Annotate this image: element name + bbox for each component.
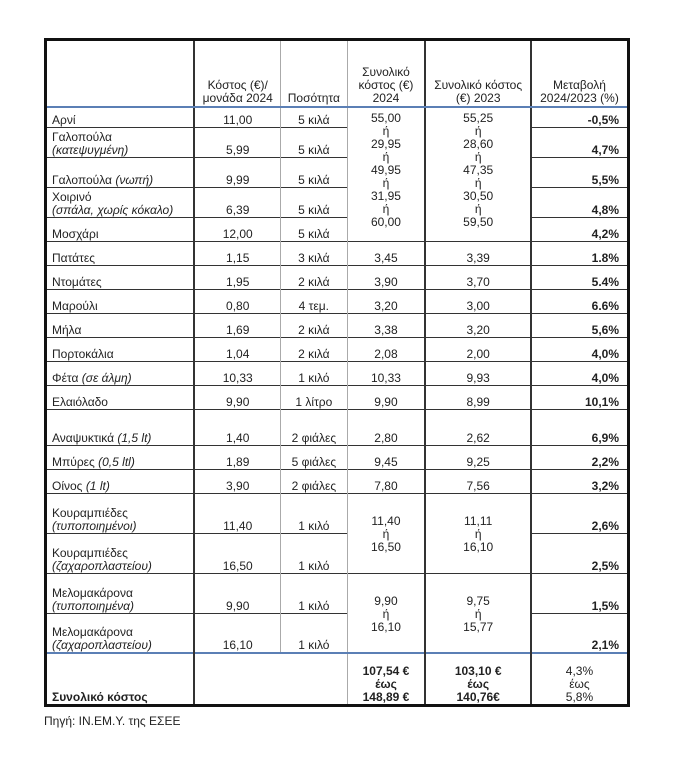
total-2023: 3,20	[425, 313, 531, 337]
change-percent: 2,2%	[531, 445, 629, 469]
table-row	[46, 187, 629, 217]
or-word: ή	[382, 527, 390, 541]
unit-cost: 1,15	[194, 241, 280, 265]
total-2024: 3,45	[347, 241, 425, 265]
table-row	[46, 313, 629, 337]
product-label: Μπύρες	[52, 454, 95, 469]
product-name	[46, 409, 195, 445]
unit-cost: 1,69	[194, 313, 280, 337]
total-row	[46, 653, 629, 706]
product-label: Κουραμπιέδες	[52, 545, 128, 560]
change-percent: 1,5%	[531, 573, 629, 613]
product-label: Ελαιόλαδο	[52, 394, 108, 409]
or-word: ή	[474, 150, 482, 164]
total-2023-value: 55,25	[463, 111, 494, 125]
or-word: ή	[474, 176, 482, 190]
total-2024: 3,20	[347, 289, 425, 313]
range-word: έως	[375, 677, 397, 691]
change-percent: 4,7%	[531, 127, 629, 157]
total-2024	[347, 107, 425, 241]
product-note: (νωπή)	[115, 172, 154, 187]
change-percent: 6,9%	[531, 409, 629, 445]
total-label: Συνολικό κόστος	[46, 653, 195, 706]
total-2023-value: 9,75	[466, 593, 490, 608]
or-word: ή	[474, 606, 482, 621]
total-2024: 10,33	[347, 361, 425, 385]
product-name	[46, 337, 195, 361]
total-2023-value: 11,11	[464, 514, 493, 528]
product-name	[46, 493, 195, 533]
product-note: (τυποποιημένοι)	[52, 518, 137, 533]
unit-cost: 1,04	[194, 337, 280, 361]
product-note: (1,5 lt)	[117, 430, 152, 445]
total-2023-value: 47,35	[463, 163, 494, 177]
product-note: (ζαχαροπλαστείου)	[52, 638, 152, 652]
total-2023	[425, 653, 531, 706]
table-row	[46, 217, 629, 241]
product-name	[46, 469, 195, 493]
total-change	[531, 653, 629, 706]
product-name	[46, 313, 195, 337]
total-2023	[425, 573, 531, 653]
table-row	[46, 337, 629, 361]
unit-cost: 9,99	[194, 157, 280, 187]
table-row	[46, 127, 629, 157]
change-percent: -0,5%	[531, 107, 629, 127]
product-note: (ζαχαροπλαστείου)	[52, 558, 152, 573]
total-2023: 2,62	[425, 409, 531, 445]
quantity: 2 φιάλες	[281, 469, 347, 493]
unit-cost: 9,90	[194, 573, 280, 613]
change-percent: 2,1%	[531, 613, 629, 653]
change-percent: 10,1%	[531, 385, 629, 409]
product-name	[46, 361, 195, 385]
total-2023-to: 140,76€	[456, 690, 500, 704]
quantity: 5 κιλά	[281, 157, 347, 187]
product-name	[46, 289, 195, 313]
total-2023-value: 30,50	[463, 189, 494, 203]
range-word: έως	[467, 677, 490, 691]
product-name	[46, 265, 195, 289]
quantity: 1 κιλό	[281, 573, 347, 613]
total-2023-from: 103,10 €	[454, 664, 502, 678]
total-2023: 8,99	[425, 385, 531, 409]
unit-cost: 16,50	[194, 533, 280, 573]
total-2024-value: 49,95	[370, 163, 401, 177]
or-word: ή	[382, 176, 390, 190]
or-word: ή	[474, 124, 482, 138]
product-name	[46, 157, 195, 187]
total-2024-value: 16,10	[370, 619, 401, 634]
change-percent: 5.4%	[531, 265, 629, 289]
table-row	[46, 409, 629, 445]
product-name	[46, 107, 195, 127]
range-word: έως	[569, 677, 590, 691]
product-label: Οίνος	[52, 478, 83, 493]
product-name	[46, 613, 195, 653]
quantity: 5 κιλά	[281, 127, 347, 157]
quantity: 5 κιλά	[281, 217, 347, 241]
quantity: 1 κιλό	[281, 493, 347, 533]
total-2023: 9,93	[425, 361, 531, 385]
total-2024-value: 55,00	[370, 111, 401, 125]
unit-cost: 11,40	[194, 493, 280, 533]
table-row	[46, 573, 629, 613]
total-2024: 2,80	[347, 409, 425, 445]
product-label: Φέτα	[52, 370, 79, 385]
unit-cost: 0,80	[194, 289, 280, 313]
or-word: ή	[382, 606, 390, 621]
product-name	[46, 445, 195, 469]
table-row	[46, 385, 629, 409]
table-row	[46, 157, 629, 187]
header-unit-cost: Κόστος (€)/ μονάδα 2024	[194, 40, 280, 108]
table-row	[46, 613, 629, 653]
product-label: Μελομακάρονα	[52, 585, 133, 600]
total-2023: 3,00	[425, 289, 531, 313]
quantity: 2 φιάλες	[281, 409, 347, 445]
product-label: Μοσχάρι	[52, 226, 99, 241]
or-word: ή	[382, 124, 390, 138]
total-2024: 9,45	[347, 445, 425, 469]
header-quantity: Ποσότητα	[281, 40, 347, 108]
holiday-basket-cost-table	[44, 38, 630, 707]
table-row	[46, 493, 629, 533]
quantity: 5 κιλά	[281, 107, 347, 127]
unit-cost: 6,39	[194, 187, 280, 217]
product-label: Μήλα	[52, 322, 82, 337]
product-label: Γαλοπούλα	[52, 129, 112, 144]
table-row	[46, 107, 629, 127]
change-percent: 6.6%	[531, 289, 629, 313]
table-header-row	[46, 40, 629, 108]
total-2024-value: 29,95	[370, 137, 401, 151]
table-row	[46, 265, 629, 289]
product-name	[46, 241, 195, 265]
total-empty-cell	[194, 653, 347, 706]
product-label: Κουραμπιέδες	[52, 505, 128, 520]
quantity: 2 κιλά	[281, 265, 347, 289]
total-2024: 9,90	[347, 385, 425, 409]
product-name	[46, 533, 195, 573]
product-label: Αναψυκτικά	[52, 430, 115, 445]
product-label: Μελομακάρονα	[52, 625, 133, 639]
total-2023-value: 28,60	[463, 137, 494, 151]
table-row	[46, 361, 629, 385]
header-change: Μεταβολή 2024/2023 (%)	[531, 40, 629, 108]
change-percent: 5,5%	[531, 157, 629, 187]
total-2024: 7,80	[347, 469, 425, 493]
total-2023: 3,70	[425, 265, 531, 289]
table-row	[46, 469, 629, 493]
unit-cost: 16,10	[194, 613, 280, 653]
total-2024-value: 11,40	[371, 514, 401, 528]
quantity: 1 κιλό	[281, 613, 347, 653]
product-note: (κατεψυγμένη)	[52, 142, 129, 157]
or-word: ή	[474, 202, 482, 216]
total-2023: 9,25	[425, 445, 531, 469]
change-percent: 4,8%	[531, 187, 629, 217]
product-label: Μαρούλι	[52, 298, 98, 313]
unit-cost: 1,95	[194, 265, 280, 289]
product-note: (0,5 ltl)	[98, 454, 135, 469]
unit-cost: 9,90	[194, 385, 280, 409]
product-name	[46, 127, 195, 157]
total-2024-value: 31,95	[370, 189, 401, 203]
header-total-2023: Συνολικό κόστος (€) 2023	[425, 40, 531, 108]
total-2023-value: 15,77	[463, 619, 494, 634]
total-2024: 3,38	[347, 313, 425, 337]
quantity: 2 κιλά	[281, 337, 347, 361]
total-2024	[347, 493, 425, 573]
product-name	[46, 187, 195, 217]
quantity: 2 κιλά	[281, 313, 347, 337]
total-2024: 2,08	[347, 337, 425, 361]
unit-cost: 12,00	[194, 217, 280, 241]
total-2024	[347, 653, 425, 706]
total-2024-value: 16,50	[370, 540, 401, 554]
change-percent: 4,0%	[531, 337, 629, 361]
unit-cost: 1,89	[194, 445, 280, 469]
total-2023: 3,39	[425, 241, 531, 265]
header-total-2024: Συνολικό κόστος (€) 2024	[347, 40, 425, 108]
total-2024-value: 60,00	[370, 215, 401, 229]
total-2024-to: 148,89 €	[362, 690, 410, 704]
product-label: Γαλοπούλα	[52, 172, 112, 187]
quantity: 1 λίτρο	[281, 385, 347, 409]
table-row	[46, 289, 629, 313]
or-word: ή	[474, 527, 482, 541]
product-label: Ντομάτες	[52, 274, 102, 289]
quantity: 1 κιλό	[281, 533, 347, 573]
table-row	[46, 533, 629, 573]
product-label: Πατάτες	[52, 250, 95, 265]
total-2023: 2,00	[425, 337, 531, 361]
table-row	[46, 241, 629, 265]
product-label: Αρνί	[52, 112, 76, 127]
change-percent: 1.8%	[531, 241, 629, 265]
quantity: 5 κιλά	[281, 187, 347, 217]
quantity: 4 τεμ.	[281, 289, 347, 313]
product-note: (σε άλμη)	[81, 370, 132, 385]
product-note: (1 lt)	[85, 478, 110, 493]
total-2023: 7,56	[425, 469, 531, 493]
total-2024-value: 9,90	[374, 593, 398, 608]
product-name	[46, 217, 195, 241]
product-note: (σπάλα, χωρίς κόκαλο)	[52, 202, 174, 217]
change-percent: 2,5%	[531, 533, 629, 573]
unit-cost: 10,33	[194, 361, 280, 385]
change-percent: 5,6%	[531, 313, 629, 337]
product-name	[46, 573, 195, 613]
total-2023-value: 59,50	[463, 215, 494, 229]
product-note: (τυποποιημένα)	[52, 598, 135, 613]
quantity: 3 κιλά	[281, 241, 347, 265]
total-change-to: 5,8%	[565, 690, 594, 704]
product-label: Χοιρινό	[52, 189, 92, 204]
product-label: Πορτοκάλια	[52, 346, 114, 361]
or-word: ή	[382, 150, 390, 164]
product-name	[46, 385, 195, 409]
quantity: 5 φιάλες	[281, 445, 347, 469]
total-2023	[425, 107, 531, 241]
total-2023	[425, 493, 531, 573]
total-change-from: 4,3%	[565, 664, 594, 678]
table-row	[46, 445, 629, 469]
quantity: 1 κιλό	[281, 361, 347, 385]
unit-cost: 11,00	[194, 107, 280, 127]
change-percent: 2,6%	[531, 493, 629, 533]
or-word: ή	[382, 202, 390, 216]
header-product	[46, 40, 195, 108]
change-percent: 4,2%	[531, 217, 629, 241]
unit-cost: 1,40	[194, 409, 280, 445]
price-table-container	[44, 38, 630, 707]
unit-cost: 5,99	[194, 127, 280, 157]
source-note: Πηγή: ΙΝ.ΕΜ.Υ. της ΕΣΕΕ	[44, 714, 181, 728]
unit-cost: 3,90	[194, 469, 280, 493]
change-percent: 3,2%	[531, 469, 629, 493]
total-2024	[347, 573, 425, 653]
change-percent: 4,0%	[531, 361, 629, 385]
total-2024: 3,90	[347, 265, 425, 289]
total-2024-from: 107,54 €	[362, 664, 410, 678]
total-2023-value: 16,10	[463, 540, 494, 554]
